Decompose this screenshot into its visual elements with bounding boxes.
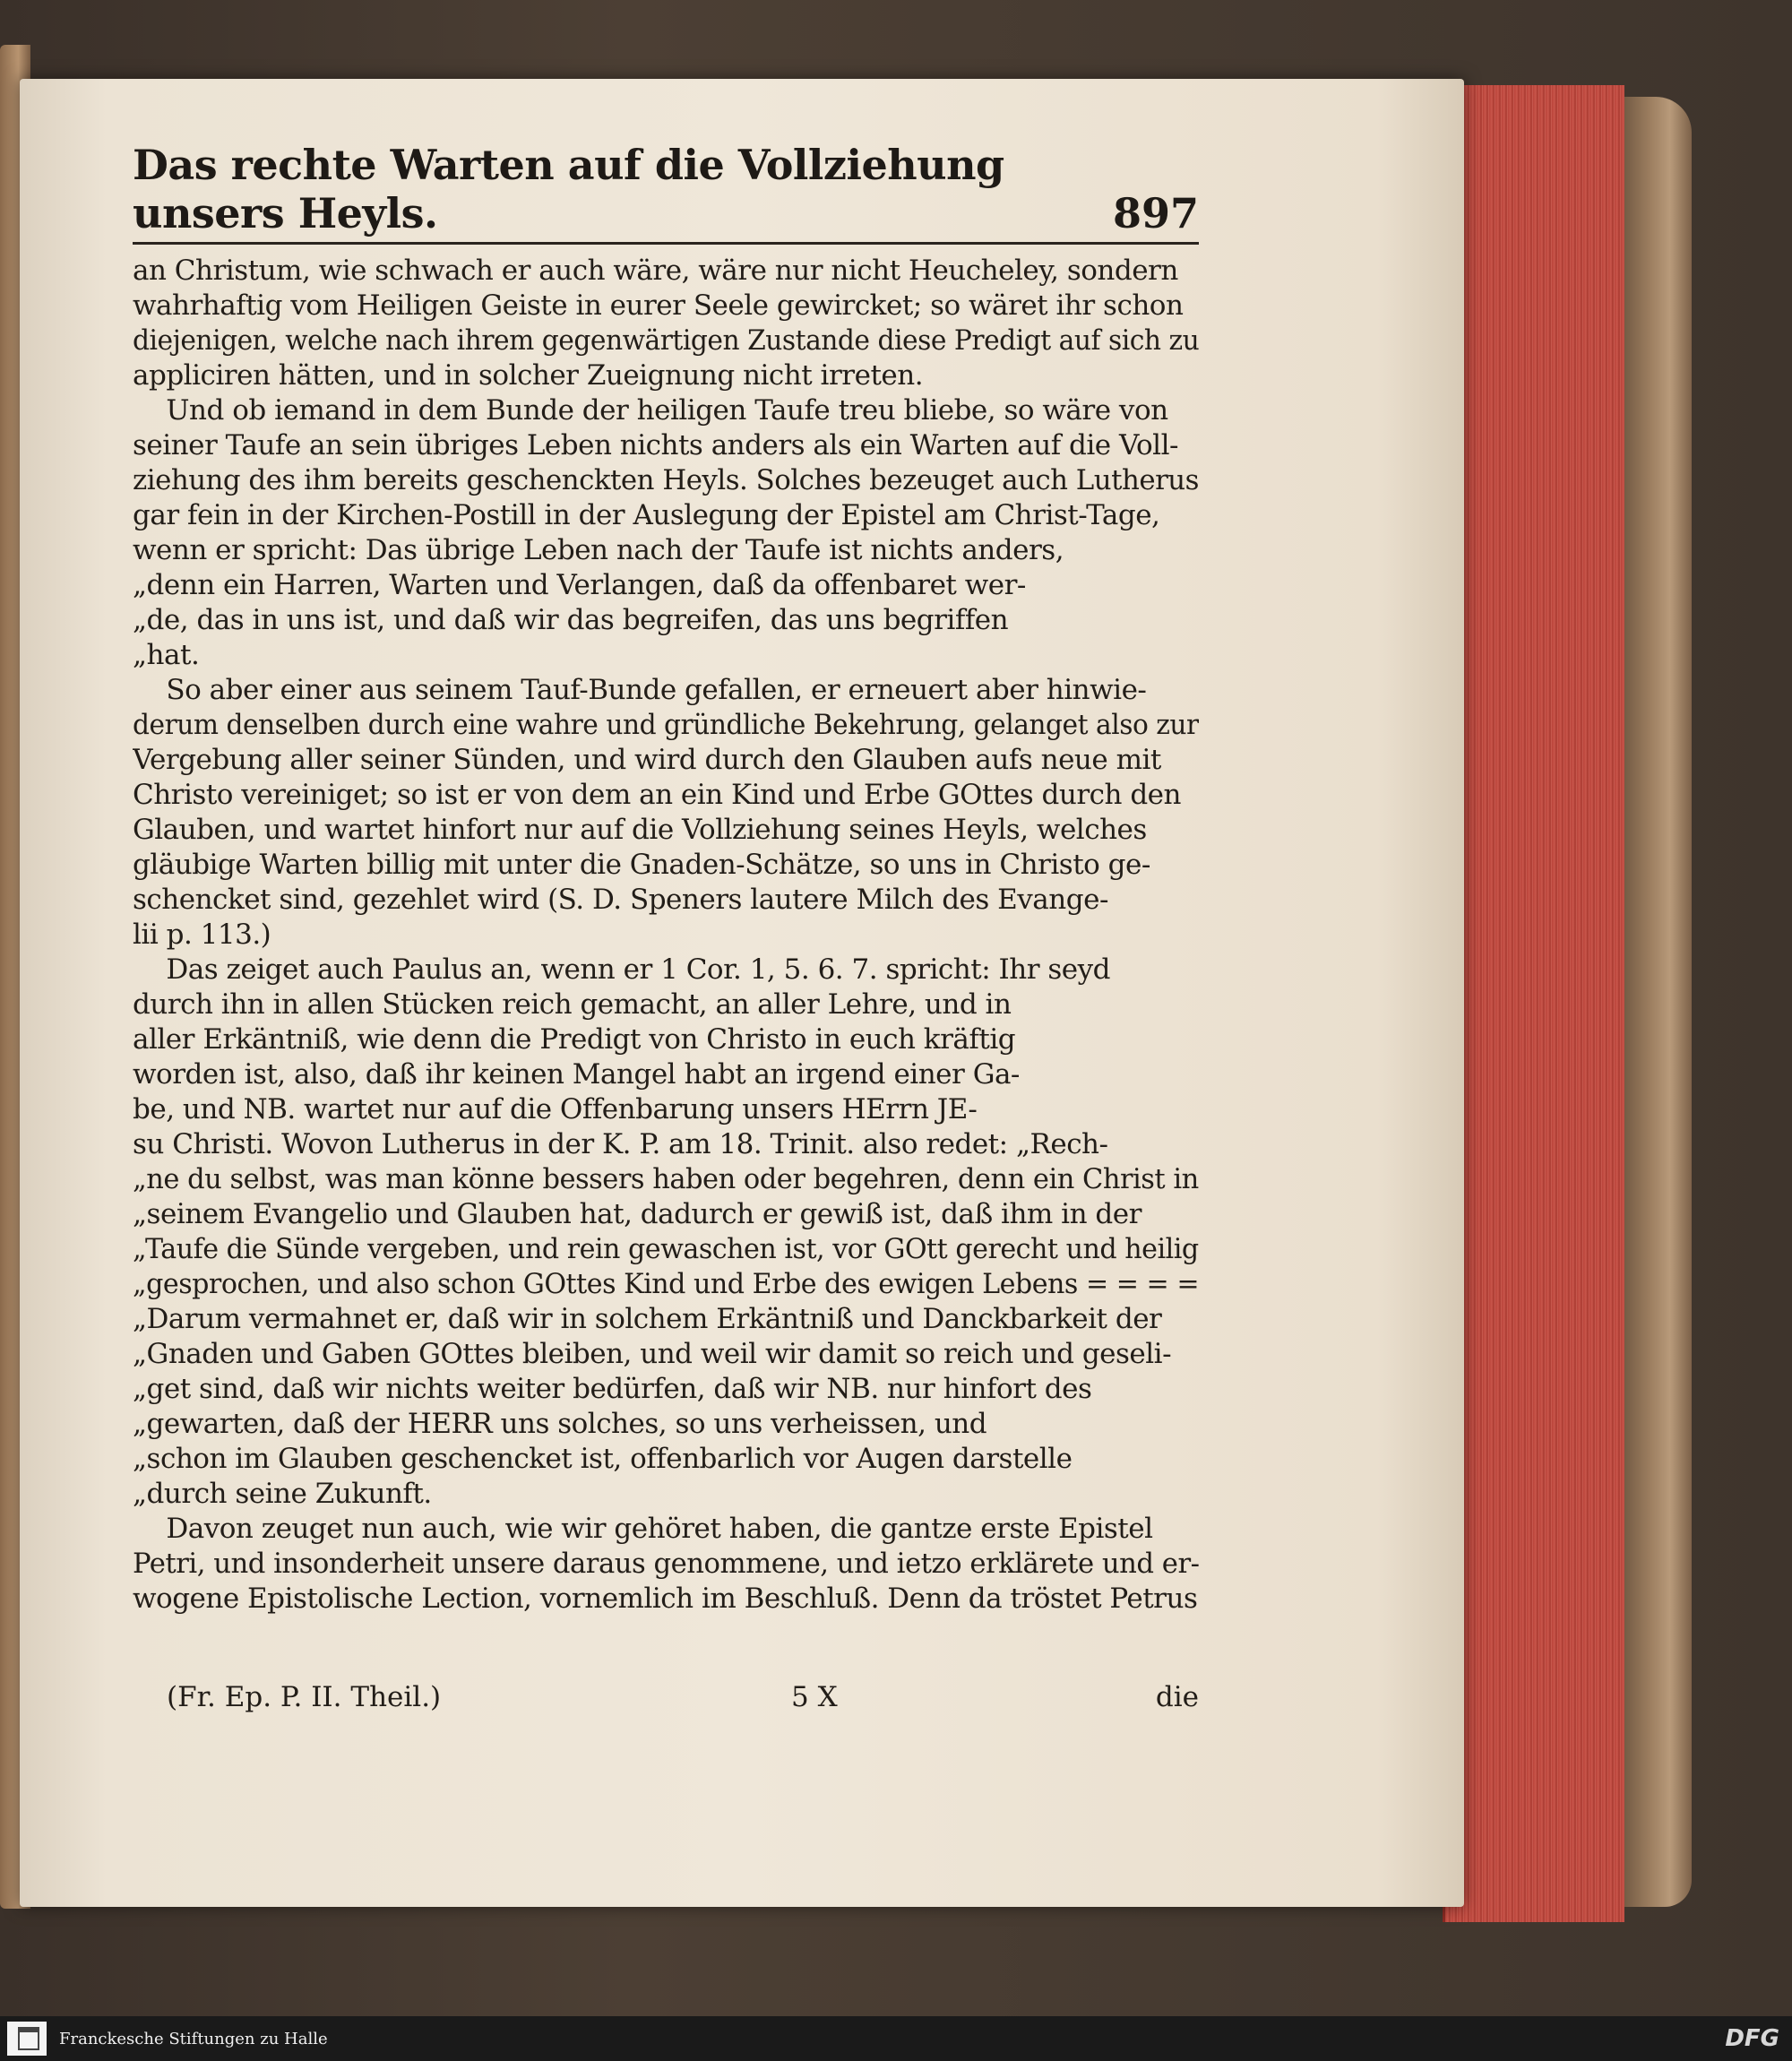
body-text (133, 254, 1199, 1617)
text-line: aller Erkäntniß, wie denn die Predigt von Christo in euch kräftig (133, 1023, 1016, 1056)
text-line: gläubige Warten billig mit unter die Gnaden-Schätze, so uns in Christo ge- (133, 849, 1150, 881)
text-line: „Taufe die Sünde vergeben, und rein gewaschen ist, vor GOtt gerecht und heilig (133, 1233, 1199, 1265)
text-line: Das zeiget auch Paulus an, wenn er 1 Cor. 1, 5. 6. 7. spricht: Ihr seyd (133, 953, 1111, 986)
viewer-bottom-bar (0, 2016, 1792, 2061)
book-page-edges (1443, 85, 1624, 1922)
text-line: „hat. (133, 639, 200, 671)
dfg-logo[interactable]: DFG (1725, 2025, 1779, 2052)
text-line: lii p. 113.) (133, 918, 271, 951)
text-line: ziehung des ihm bereits geschenckten Heyls. Solches bezeuget auch Lutherus (133, 464, 1199, 496)
text-line: „Darum vermahnet er, daß wir in solchem Erkäntniß und Danckbarkeit der (133, 1303, 1162, 1335)
text-line: „Gnaden und Gaben GOttes bleiben, und weil wir damit so reich und geseli- (133, 1338, 1172, 1370)
text-line: So aber einer aus seinem Tauf-Bunde gefallen, er erneuert aber hinwie- (133, 674, 1147, 706)
text-line: Christo vereiniget; so ist er von dem an ein Kind und Erbe GOttes durch den (133, 779, 1181, 811)
text-line: „de, das in uns ist, und daß wir das begreifen, das uns begriffen (133, 604, 1009, 636)
text-line: „denn ein Harren, Warten und Verlangen, daß da offenbaret wer- (133, 569, 1026, 601)
text-line: Vergebung aller seiner Sünden, und wird durch den Glauben aufs neue mit (133, 744, 1161, 776)
header-rule (133, 242, 1199, 245)
text-line: Glauben, und wartet hinfort nur auf die Vollziehung seines Heyls, welches (133, 814, 1147, 846)
text-line: derum denselben durch eine wahre und gründliche Bekehrung, gelanget also zur (133, 709, 1199, 741)
text-line: gar fein in der Kirchen-Postill in der Auslegung der Epistel am Christ-Tage, (133, 499, 1160, 531)
page-footer (133, 1677, 1199, 1717)
text-line: „get sind, daß wir nichts weiter bedürfen, daß wir NB. nur hinfort des (133, 1373, 1092, 1405)
text-line: an Christum, wie schwach er auch wäre, wäre nur nicht Heucheley, sondern (133, 254, 1178, 287)
text-line: „gesprochen, und also schon GOttes Kind und Erbe des ewigen Lebens = = = = (133, 1268, 1199, 1300)
text-line: be, und NB. wartet nur auf die Offenbarung unsers HErrn JE- (133, 1093, 978, 1125)
text-line: Petri, und insonderheit unsere daraus genommene, und ietzo erklärete und er- (133, 1548, 1199, 1580)
text-line: seiner Taufe an sein übriges Leben nichts anders als ein Warten auf die Voll- (133, 429, 1178, 461)
text-line: „gewarten, daß der HERR uns solches, so uns verheissen, und (133, 1408, 987, 1440)
text-line: „ne du selbst, was man könne bessers haben oder begehren, denn ein Christ in (133, 1163, 1199, 1195)
page-number: 897 (1112, 189, 1199, 237)
text-line: „durch seine Zukunft. (133, 1478, 432, 1510)
text-line: schencket sind, gezehlet wird (S. D. Speners lautere Milch des Evange- (133, 884, 1108, 916)
institution-link[interactable] (0, 2022, 328, 2056)
text-line: worden ist, also, daß ihr keinen Mangel habt an irgend einer Ga- (133, 1058, 1020, 1091)
text-line: wahrhaftig vom Heiligen Geiste in eurer Seele gewircket; so wäret ihr schon (133, 289, 1184, 322)
running-title: Das rechte Warten auf die Vollziehung unsers Heyls. (133, 141, 1004, 237)
text-line: wogene Epistolische Lection, vornemlich im Beschluß. Denn da tröstet Petrus (133, 1582, 1198, 1615)
text-line: Davon zeuget nun auch, wie wir gehöret haben, die gantze erste Epistel (133, 1513, 1153, 1545)
book-cover-right-edge (1620, 97, 1692, 1907)
text-line: diejenigen, welche nach ihrem gegenwärtigen Zustande diese Predigt auf sich zu (133, 324, 1199, 357)
institution-name: Franckesche Stiftungen zu Halle (59, 2029, 328, 2048)
page-header (133, 141, 1199, 237)
text-line: „schon im Glauben geschencket ist, offenbarlich vor Augen darstelle (133, 1443, 1073, 1475)
institution-logo-icon (7, 2022, 47, 2056)
text-line: su Christi. Wovon Lutherus in der K. P. am 18. Trinit. also redet: „Rech- (133, 1128, 1108, 1160)
text-line: appliciren hätten, und in solcher Zueignung nicht irreten. (133, 359, 924, 392)
text-line: „seinem Evangelio und Glauben hat, dadurch er gewiß ist, daß ihm in der (133, 1198, 1142, 1230)
signature-mark: 5 X (791, 1681, 838, 1713)
footer-signature: (Fr. Ep. P. II. Theil.) (167, 1681, 442, 1713)
text-line: durch ihn in allen Stücken reich gemacht, an aller Lehre, und in (133, 988, 1012, 1021)
catchword: die (1155, 1681, 1199, 1713)
text-line: wenn er spricht: Das übrige Leben nach der Taufe ist nichts anders, (133, 534, 1064, 566)
text-line: Und ob iemand in dem Bunde der heiligen Taufe treu bliebe, so wäre von (133, 394, 1168, 427)
